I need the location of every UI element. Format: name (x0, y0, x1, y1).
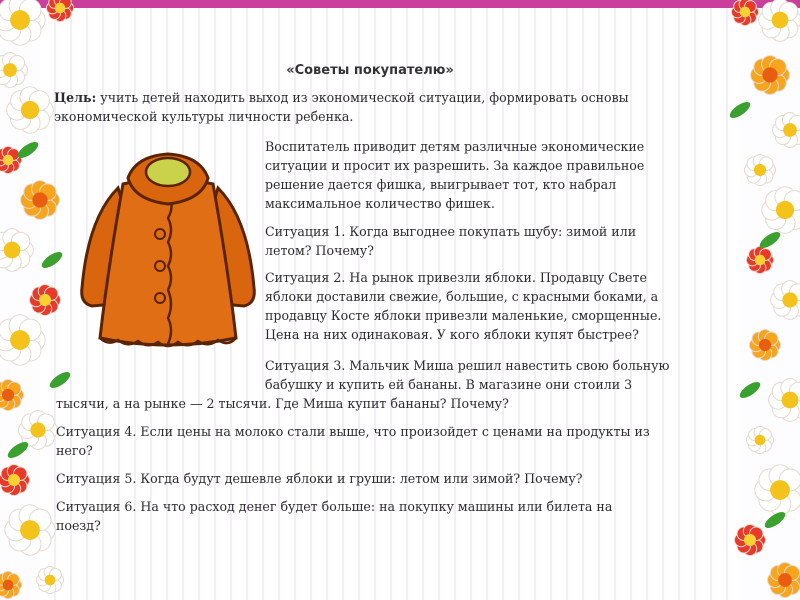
goal-line-2: экономической культуры личности ребенка. (54, 109, 354, 124)
situation-1-line: летом? Почему? (265, 243, 374, 258)
situation-5-line: Ситуация 5. Когда будут дешевле яблоки и груши: летом или зимой? Почему? (56, 471, 583, 486)
flower-icon (769, 379, 800, 422)
situation-2-line: Ситуация 2. На рынок привезли яблоки. Продавцу Свете (265, 270, 647, 285)
flower-icon (46, 0, 73, 22)
leaf-icon (727, 99, 752, 121)
coat-neck (146, 158, 190, 186)
goal-line-1 (54, 88, 629, 107)
situation-2-line: яблоки доставили свежие, большие, с красными боками, а (265, 289, 659, 304)
intro-line: ситуации и просит их разрешить. За каждое правильное (265, 158, 645, 173)
flower-icon (762, 187, 800, 234)
fur-coat-icon (78, 148, 258, 353)
flower-icon (0, 464, 30, 495)
flower-icon (746, 426, 773, 453)
page-title: «Советы покупателю» (286, 63, 454, 78)
flower-icon (744, 154, 775, 185)
flower-icon (0, 379, 24, 410)
situation-6-line: Ситуация 6. На что расход денег будет больше: на покупку машины или билета на (56, 499, 613, 514)
flower-icon (0, 315, 45, 365)
flower-icon (773, 113, 800, 148)
flower-icon (751, 56, 790, 95)
flower-icon (0, 0, 45, 45)
coat-button (155, 261, 165, 271)
flower-icon (0, 571, 22, 598)
flower-icon (759, 0, 800, 41)
flower-icon (771, 281, 800, 320)
leaf-icon (47, 369, 72, 391)
situation-4-line: него? (56, 443, 93, 458)
situation-1-line: Ситуация 1. Когда выгоднее покупать шубу: зимой или (265, 224, 637, 239)
situation-2-line: продавцу Косте яблоки привезли маленькие, сморщенные. (265, 308, 662, 323)
situation-3-line: бабушку и купить ей бананы. В магазине они стоили 3 (265, 377, 633, 392)
flower-icon (29, 284, 60, 315)
flower-icon (36, 566, 63, 593)
flower-icon (731, 0, 758, 26)
flower-icon (5, 505, 55, 555)
flower-icon (7, 87, 54, 134)
flower-icon (768, 563, 800, 598)
leaf-icon (39, 249, 64, 271)
flower-icon (21, 181, 60, 220)
flower-icon (0, 229, 33, 272)
situation-3-line: Ситуация 3. Мальчик Миша решил навестить свою больную (265, 358, 670, 373)
situation-3-line: тысячи, а на рынке — 2 тысячи. Где Миша купит бананы? Почему? (56, 396, 509, 411)
goal-label: Цель: (54, 90, 97, 105)
flower-icon (749, 329, 780, 360)
flower-icon (746, 246, 773, 273)
coat-button (155, 293, 165, 303)
goal-text-1: учить детей находить выход из экономической ситуации, формировать основы (100, 90, 629, 105)
flower-icon (755, 465, 800, 515)
intro-line: решение дается фишка, выигрывает тот, кто набрал (265, 177, 617, 192)
intro-line: Воспитатель приводит детям различные экономические (265, 139, 645, 154)
situation-6-line: поезд? (56, 518, 101, 533)
flower-icon (734, 524, 765, 555)
intro-line: максимальное количество фишек. (265, 196, 495, 211)
flower-icon (0, 146, 22, 173)
situation-4-line: Ситуация 4. Если цены на молоко стали выше, что произойдет с ценами на продукты из (56, 424, 650, 439)
leaf-icon (737, 379, 762, 401)
coat-button (155, 229, 165, 239)
situation-2-line: Цена на них одинаковая. У кого яблоки купят быстрее? (265, 327, 639, 342)
